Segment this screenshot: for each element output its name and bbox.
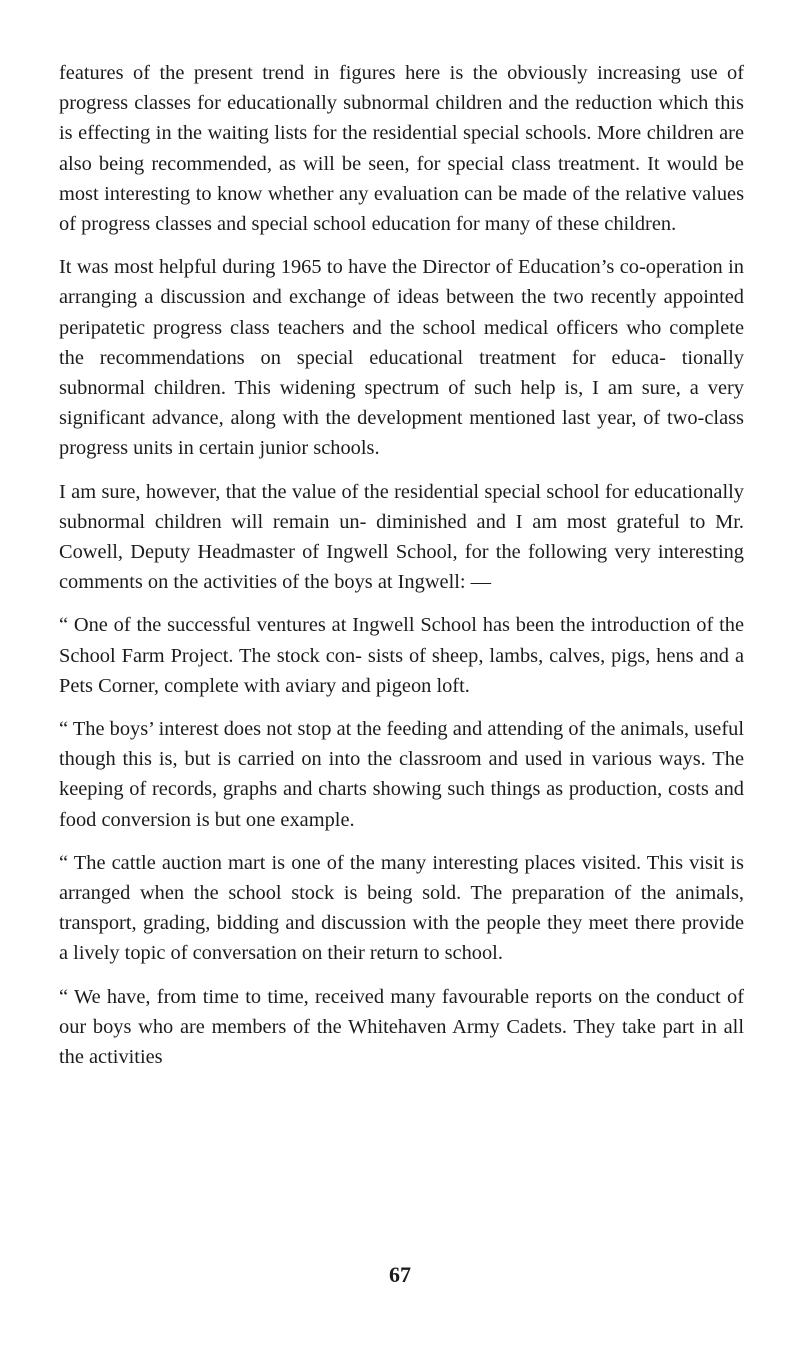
- paragraph-residential-school: I am sure, however, that the value of the residential special school for educationally subnormal children will remain un- diminished and I am most grateful to Mr. Cowell, Deputy Headmaster of Ingwell School, for the following very interesting comments on the activities of the boys at Ingwell: —: [59, 480, 744, 594]
- quote-army-cadets: “ We have, from time to time, received many favourable reports on the conduct of our boys who are members of the Whitehaven Army Cadets. They take part in all the activities: [59, 985, 744, 1069]
- page-body: [59, 58, 744, 1085]
- quote-cattle-auction: “ The cattle auction mart is one of the many interesting places visited. This visit is arranged when the school stock is being sold. The preparation of the animals, transport, grading, bidding and discussion with the people they meet there provide a lively topic of conversation on their return to school.: [59, 851, 744, 965]
- paragraph-progress-classes: features of the present trend in figures here is the obviously increasing use of progress classes for educationally subnormal children and the reduction which this is effecting in the waiting lists for the residential special schools. More children are also being recommended, as will be seen, for special class treatment. It would be most interesting to know whether any evaluation can be made of the relative values of progress classes and special school education for many of these children.: [59, 62, 744, 236]
- page-number: 67: [389, 1262, 411, 1287]
- quote-boys-interest: “ The boys’ interest does not stop at the feeding and attending of the animals, useful though this is, but is carried on into the classroom and used in various ways. The keeping of records, graphs and charts showing such things as production, costs and food conversion is but one example.: [59, 718, 744, 831]
- paragraph-director-cooperation: It was most helpful during 1965 to have the Director of Education’s co-operation in arranging a discussion and exchange of ideas between the two recently appointed peripatetic progress class teachers and the school medical officers who complete the recommendations on special educational treatment for educa- tionally subnormal children. This widening spectrum of such help is, I am sure, a very significant advance, along with the development mentioned last year, of two-class progress units in certain junior schools.: [59, 256, 744, 460]
- quote-school-farm: “ One of the successful ventures at Ingwell School has been the introduction of the School Farm Project. The stock con- sists of sheep, lambs, calves, pigs, hens and a Pets Corner, complete with aviary and pigeon loft.: [59, 614, 744, 697]
